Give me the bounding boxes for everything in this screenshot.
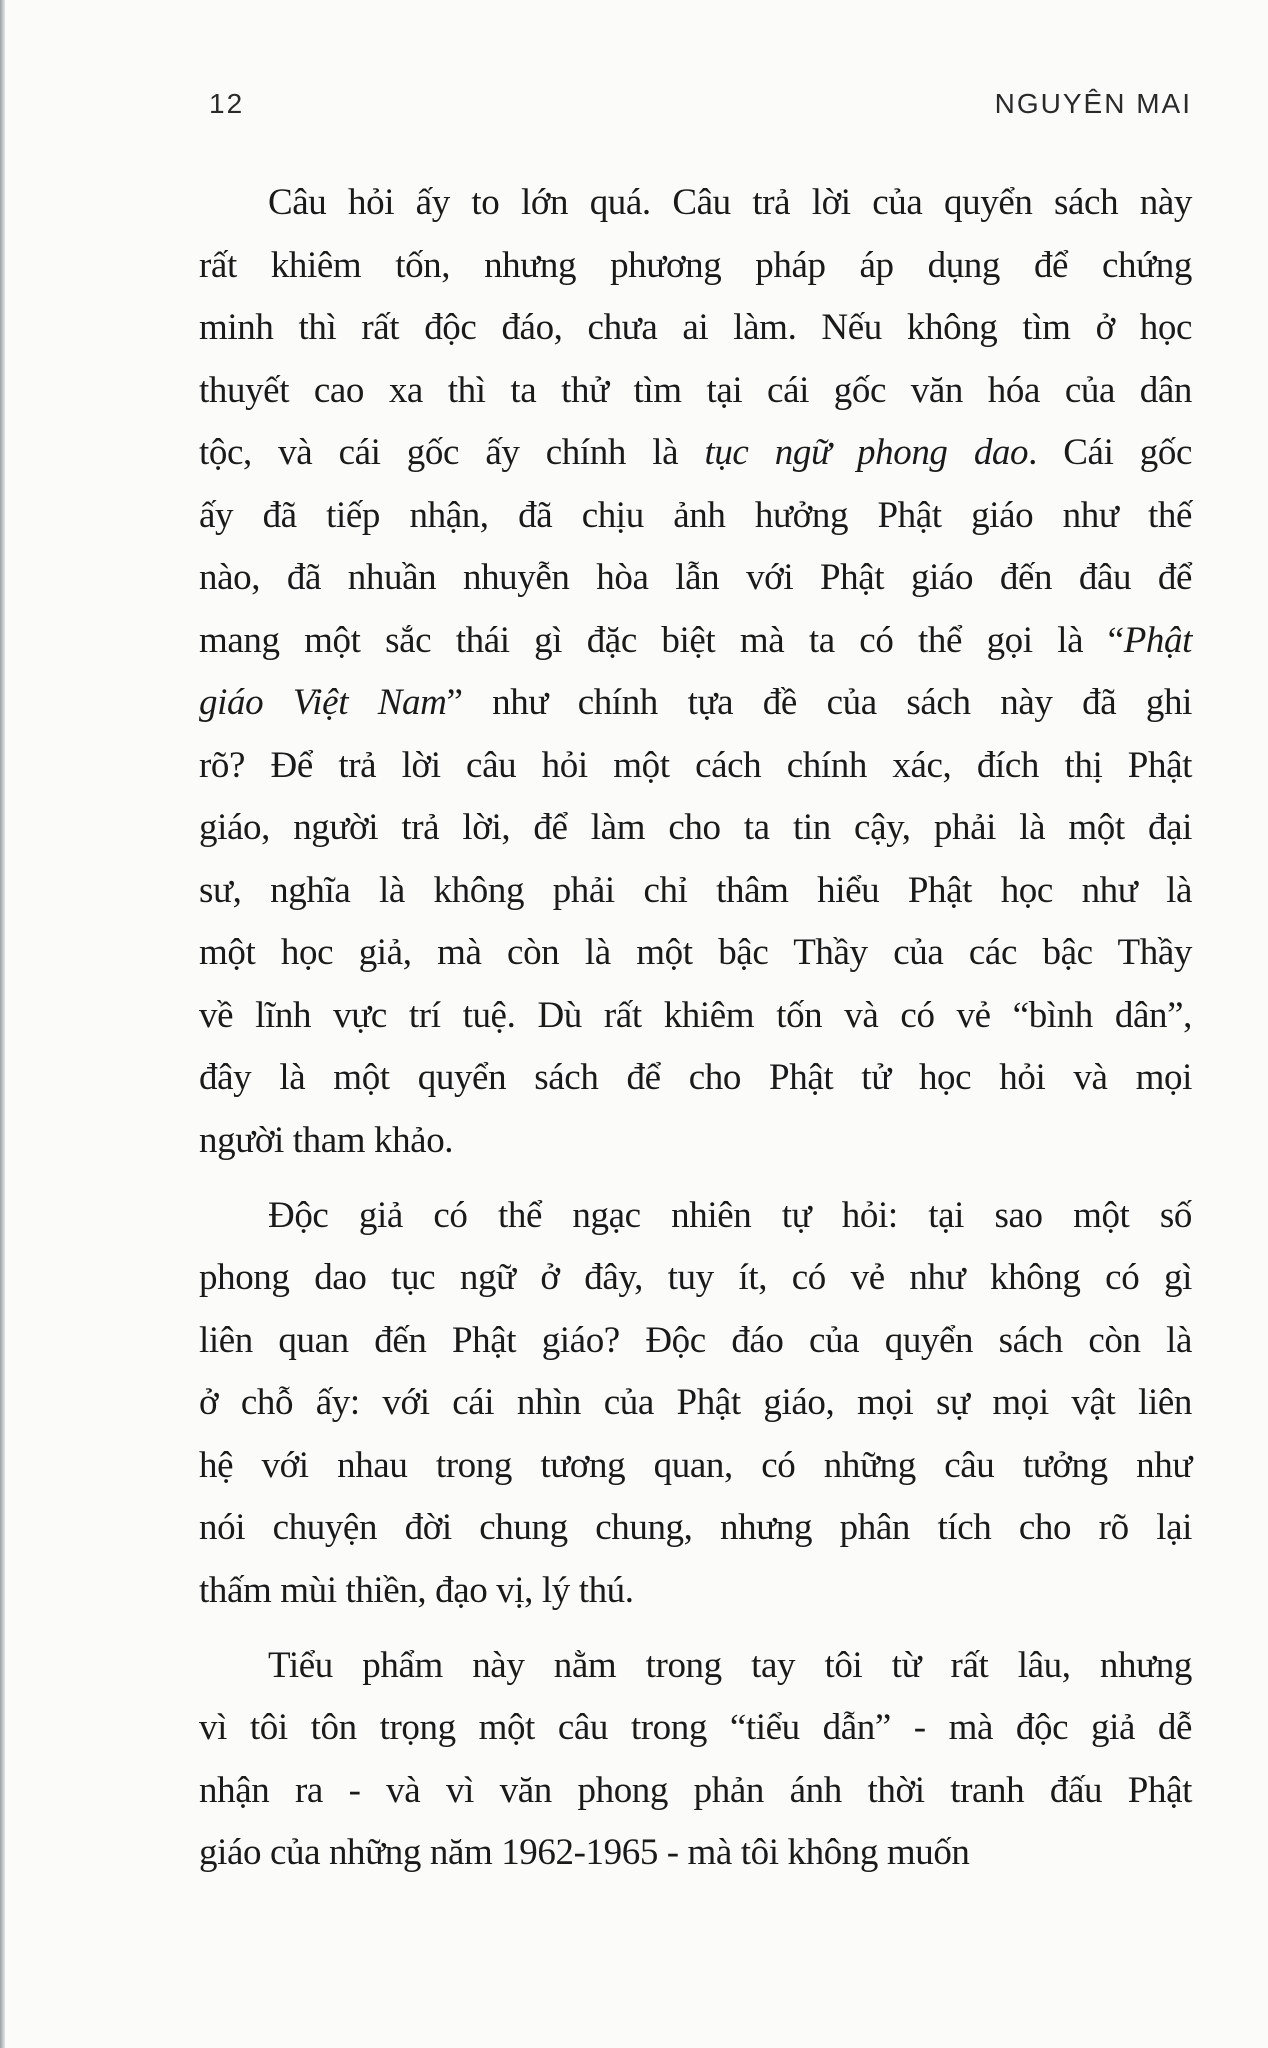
text-segment: nhận ra - và vì văn phong phản ánh thời tranh đấu Phật xyxy=(199,1769,1192,1811)
text-segment: đây là một quyển sách để cho Phật tử học hỏi và mọi xyxy=(199,1057,1192,1098)
text-line xyxy=(199,922,1192,985)
text-segment: hệ với nhau trong tương quan, có những câu tưởng như xyxy=(199,1444,1192,1486)
text-line xyxy=(199,1247,1192,1310)
text-segment: rất khiêm tốn, nhưng phương pháp áp dụng để chứng xyxy=(199,244,1192,286)
text-line xyxy=(199,485,1192,548)
text-segment: ” như chính tựa đề của sách này đã ghi xyxy=(446,682,1192,723)
running-head-author: NGUYÊN MAI xyxy=(994,88,1192,119)
text-segment: thuyết cao xa thì ta thử tìm tại cái gốc văn hóa của dân xyxy=(199,369,1192,411)
text-line xyxy=(199,360,1192,423)
text-line xyxy=(199,297,1192,360)
page-edge xyxy=(0,0,5,2048)
text-line xyxy=(199,1185,1192,1248)
text-segment: người tham khảo. xyxy=(199,1119,454,1161)
text-segment: sư, nghĩa là không phải chỉ thâm hiểu Phật học như là xyxy=(199,869,1192,911)
text-segment: vì tôi tôn trọng một câu trong “tiểu dẫn” - mà độc giả dễ xyxy=(199,1707,1192,1748)
text-segment: Tiểu phẩm này nằm trong tay tôi từ rất lâu, nhưng xyxy=(268,1644,1192,1686)
text-line xyxy=(199,860,1192,923)
text-line xyxy=(199,1372,1192,1435)
text-line xyxy=(199,1760,1192,1823)
text-segment: giáo, người trả lời, để làm cho ta tin cậy, phải là một đại xyxy=(199,807,1192,848)
text-segment: một học giả, mà còn là một bậc Thầy của các bậc Thầy xyxy=(199,932,1192,973)
text-line xyxy=(199,1635,1192,1698)
text-line xyxy=(199,1435,1192,1498)
paragraph xyxy=(199,172,1192,1172)
text-segment: thấm mùi thiền, đạo vị, lý thú. xyxy=(199,1569,634,1611)
italic-text: giáo Việt Nam xyxy=(199,682,447,723)
text-segment: nói chuyện đời chung chung, nhưng phân tích cho rõ lại xyxy=(199,1507,1192,1548)
text-line xyxy=(199,985,1192,1048)
italic-text: tục ngữ phong dao xyxy=(704,432,1029,473)
running-header xyxy=(199,88,1192,128)
paragraph xyxy=(199,1185,1192,1623)
text-line xyxy=(199,1697,1192,1760)
text-line xyxy=(199,172,1192,235)
text-segment: Độc giả có thể ngạc nhiên tự hỏi: tại sao một số xyxy=(268,1194,1192,1236)
body-text xyxy=(199,172,1192,1897)
text-line xyxy=(199,547,1192,610)
text-line xyxy=(199,235,1192,298)
italic-text: Phật xyxy=(1123,619,1192,661)
text-segment: phong dao tục ngữ ở đây, tuy ít, có vẻ như không có gì xyxy=(199,1257,1192,1298)
text-segment: mang một sắc thái gì đặc biệt mà ta có thể gọi là “ xyxy=(199,619,1124,661)
text-line xyxy=(199,422,1192,485)
text-line xyxy=(199,1497,1192,1560)
text-line xyxy=(199,672,1192,735)
text-segment: về lĩnh vực trí tuệ. Dù rất khiêm tốn và có vẻ “bình dân”, xyxy=(199,994,1192,1036)
text-line xyxy=(199,1310,1192,1373)
text-line xyxy=(199,1560,1192,1623)
text-segment: rõ? Để trả lời câu hỏi một cách chính xác, đích thị Phật xyxy=(199,744,1192,786)
text-line xyxy=(199,610,1192,673)
page-number: 12 xyxy=(209,88,245,119)
text-line xyxy=(199,797,1192,860)
paragraph xyxy=(199,1635,1192,1885)
text-segment: Câu hỏi ấy to lớn quá. Câu trả lời của quyển sách này xyxy=(268,182,1192,223)
text-segment: nào, đã nhuần nhuyễn hòa lẫn với Phật giáo đến đâu để xyxy=(199,557,1192,598)
text-segment: minh thì rất độc đáo, chưa ai làm. Nếu không tìm ở học xyxy=(199,307,1192,348)
text-line xyxy=(199,1047,1192,1110)
text-segment: ấy đã tiếp nhận, đã chịu ảnh hưởng Phật giáo như thế xyxy=(199,494,1192,536)
text-segment: tộc, và cái gốc ấy chính là xyxy=(199,432,705,473)
text-segment: ở chỗ ấy: với cái nhìn của Phật giáo, mọi sự mọi vật liên xyxy=(199,1382,1192,1423)
text-segment: . Cái gốc xyxy=(1028,432,1192,473)
text-line xyxy=(199,735,1192,798)
text-segment: liên quan đến Phật giáo? Độc đáo của quyển sách còn là xyxy=(199,1319,1192,1361)
text-line xyxy=(199,1110,1192,1173)
text-line xyxy=(199,1822,1192,1885)
text-segment: giáo của những năm 1962-1965 - mà tôi không muốn xyxy=(199,1832,970,1873)
